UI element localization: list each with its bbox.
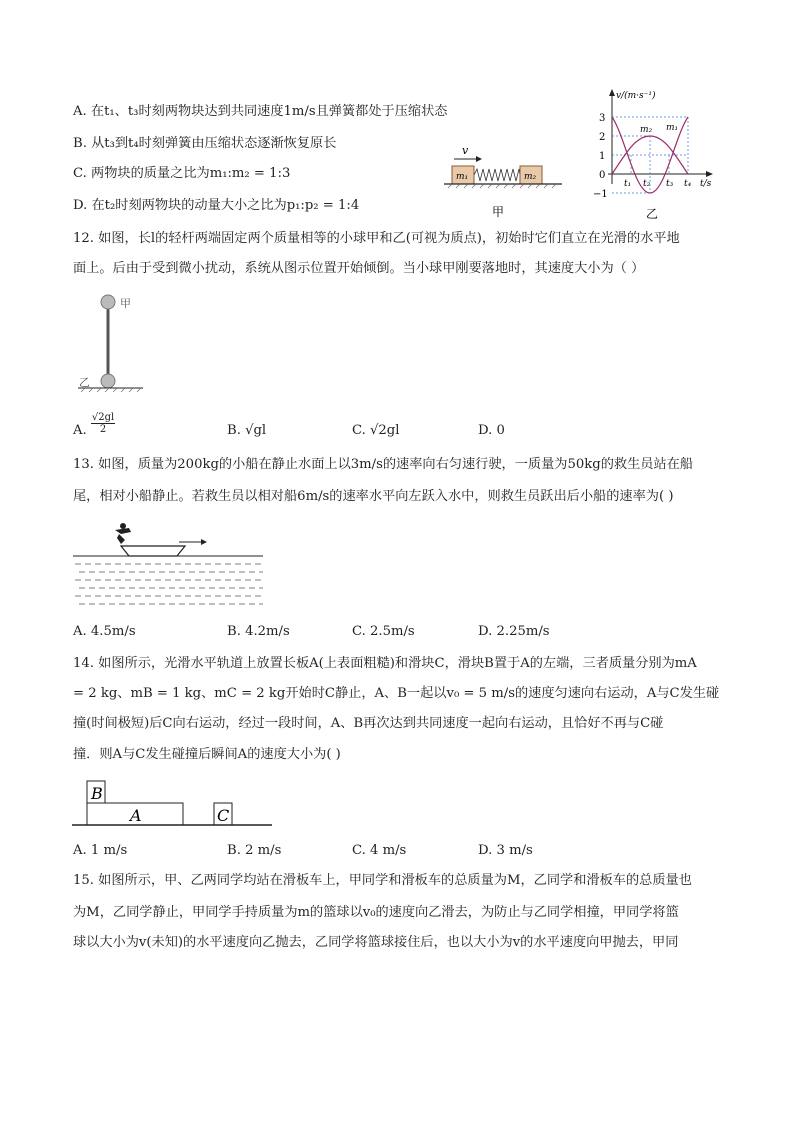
q11-figure-jia bbox=[440, 142, 568, 222]
q12-option-b: B. √gl bbox=[227, 423, 267, 438]
q15-stem-line-2: 为M，乙同学静止，甲同学手持质量为m的篮球以v₀的速度向乙滑去，为防止与乙同学相撞，甲同学将篮 bbox=[73, 905, 679, 920]
lifeguard bbox=[115, 523, 131, 544]
q11-option-a: A. 在t₁、t₃时刻两物块达到共同速度1m/s且弹簧都处于压缩状态 bbox=[73, 104, 448, 119]
ball-yi bbox=[101, 374, 115, 388]
fraction-denominator: 2 bbox=[99, 424, 107, 435]
q13-stem-line-1: 13. 如图，质量为200kg的小船在静止水面上以3m/s的速率向右匀速行驶，一质量为50kg的救生员站在船 bbox=[73, 457, 694, 472]
y-tick-minus1: −1 bbox=[593, 189, 608, 200]
q14-stem-line-2: = 2 kg、mB = 1 kg、mC = 2 kg开始时C静止，A、B一起以v₀ = 5 m/s的速度匀速向右运动，A与C发生碰 bbox=[73, 686, 720, 701]
q14-stem-line-1: 14. 如图所示，光滑水平轨道上放置长板A(上表面粗糙)和滑块C，滑块B置于A的左端，三者质量分别为mA bbox=[73, 656, 697, 671]
fraction-numerator: √2gl bbox=[91, 412, 115, 423]
block-c-label: C bbox=[217, 806, 230, 825]
label-jia: 甲 bbox=[120, 297, 131, 310]
label-yi: 乙 bbox=[79, 376, 90, 389]
q11-option-b: B. 从t₃到t₄时刻弹簧由压缩状态逐渐恢复原长 bbox=[73, 136, 337, 151]
q12-stem-line-1: 12. 如图，长l的轻杆两端固定两个质量相等的小球甲和乙(可视为质点)，初始时它们直立在光滑的水平地 bbox=[73, 231, 680, 246]
y-tick-2: 2 bbox=[599, 132, 606, 143]
block-b-label: B bbox=[91, 784, 103, 803]
ball-jia bbox=[101, 295, 115, 309]
q13-option-b: B. 4.2m/s bbox=[227, 624, 290, 639]
q14-option-b: B. 2 m/s bbox=[227, 843, 282, 858]
x-tick-t3: t₃ bbox=[666, 179, 674, 189]
q15-stem-line-3: 球以大小为v(未知)的水平速度向乙抛去，乙同学将篮球接住后，也以大小为v的水平速度向甲抛去，甲同 bbox=[73, 935, 679, 950]
q14-stem-line-4: 撞．则A与C发生碰撞后瞬间A的速度大小为( ) bbox=[73, 747, 341, 762]
series-label-m1: m₁ bbox=[666, 123, 679, 133]
series-label-m2: m₂ bbox=[640, 125, 653, 135]
q14-option-a: A. 1 m/s bbox=[73, 843, 128, 858]
figure-caption-yi: 乙 bbox=[646, 207, 659, 221]
q13-option-a: A. 4.5m/s bbox=[73, 624, 136, 639]
x-axis-label: t/s bbox=[700, 179, 712, 189]
x-tick-t4: t₄ bbox=[684, 179, 692, 189]
q12-option-a: A. $\frac{√2gl}{2}$ bbox=[73, 412, 115, 438]
q12-option-d: D. 0 bbox=[478, 423, 505, 438]
q15-stem-line-1: 15. 如图所示，甲、乙两同学均站在滑板车上，甲同学和滑板车的总质量为M，乙同学和滑板车的总质量也 bbox=[73, 873, 692, 888]
x-tick-t1: t₁ bbox=[624, 179, 632, 189]
velocity-label: v bbox=[462, 144, 469, 157]
water-lines bbox=[75, 564, 263, 604]
q13-option-d: D. 2.25m/s bbox=[478, 624, 550, 639]
q13-figure bbox=[73, 518, 265, 610]
block-m1-label: m₁ bbox=[456, 172, 469, 182]
y-tick-0: 0 bbox=[599, 170, 606, 181]
boat bbox=[121, 546, 185, 556]
q14-stem-line-3: 撞(时间极短)后C向右运动，经过一段时间，A、B再次达到共同速度一起向右运动，且恰好不再与C碰 bbox=[73, 716, 664, 731]
q12-figure bbox=[73, 290, 153, 400]
q13-stem-line-2: 尾，相对小船静止。若救生员以相对船6m/s的速率水平向左跃入水中，则救生员跃出后小船的速率为( ) bbox=[73, 489, 674, 504]
q14-option-c: C. 4 m/s bbox=[352, 843, 407, 858]
spring bbox=[474, 169, 520, 181]
board-a-label: A bbox=[130, 806, 142, 825]
q11-option-d: D. 在t₂时刻两物块的动量大小之比为p₁:p₂ = 1:4 bbox=[73, 198, 360, 213]
y-axis-label: v/(m·s⁻¹) bbox=[616, 91, 656, 101]
y-tick-3: 3 bbox=[599, 113, 606, 124]
x-tick-t2: t₂ bbox=[643, 179, 651, 189]
figure-caption-jia: 甲 bbox=[492, 205, 505, 219]
q12-stem-line-2: 面上。后由于受到微小扰动，系统从图示位置开始倾倒。当小球甲刚要落地时，其速度大小为（ ） bbox=[73, 261, 645, 276]
block-m2-label: m₂ bbox=[524, 172, 537, 182]
q11-figure-yi bbox=[590, 86, 720, 222]
y-tick-1: 1 bbox=[599, 151, 606, 162]
q14-figure bbox=[70, 777, 276, 831]
q13-option-c: C. 2.5m/s bbox=[352, 624, 415, 639]
q11-option-c: C. 两物块的质量之比为m₁:m₂ = 1:3 bbox=[73, 166, 291, 181]
q14-option-d: D. 3 m/s bbox=[478, 843, 533, 858]
q12-option-c: C. √2gl bbox=[352, 423, 400, 438]
